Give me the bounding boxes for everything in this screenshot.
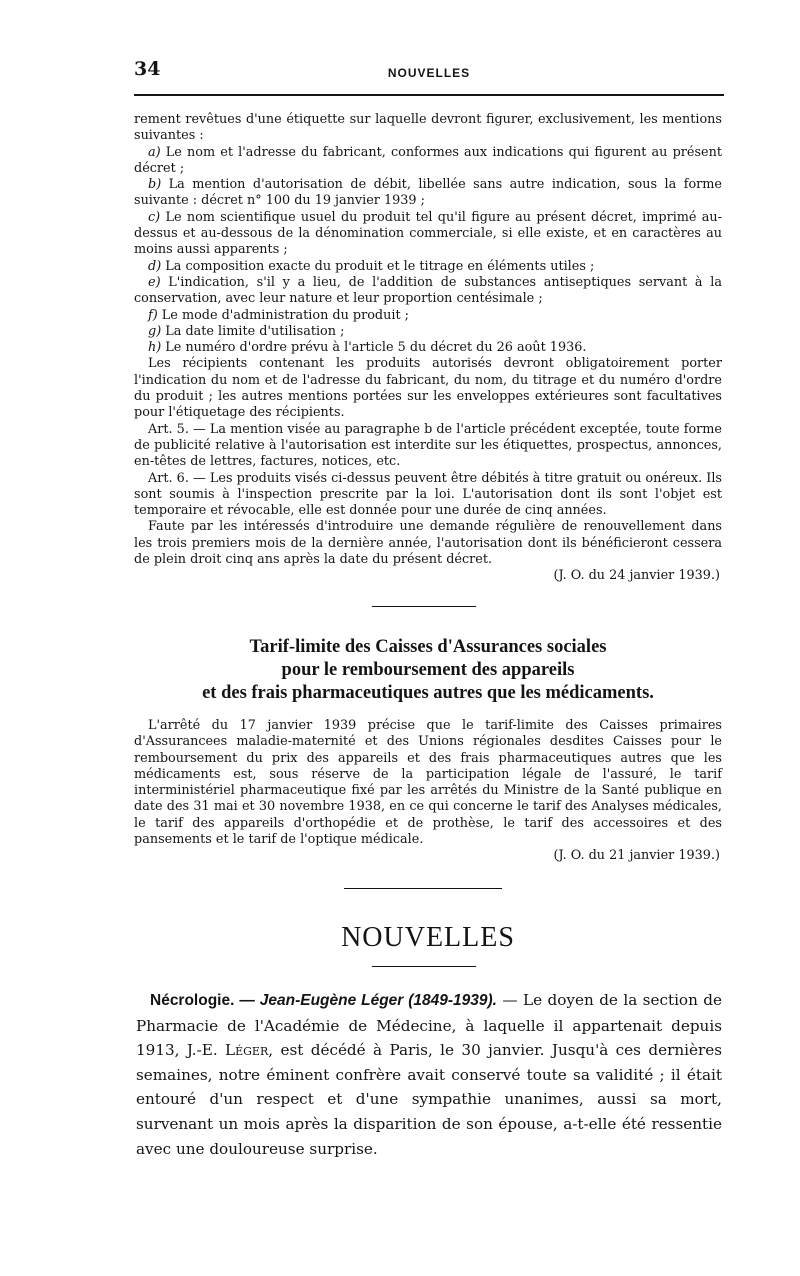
tariff-paragraph: L'arrêté du 17 janvier 1939 précise que le tarif-limite des Caisses primaires d'Assurancees maladie-maternité et des Unions régionales desdites Caisses pour le remboursement du prix des appareils et des frais pharmaceutiques autres que les médicaments est, sous réserve de la participation légale de l'assuré, le tarif interministériel pharmaceutique fixé par les arrêtés du Ministre de la Santé publique en date des 31 mai et 30 novembre 1938, en ce qui concerne le tarif des Analyses médicales, le tarif des appareils d'orthopédie et de prothèse, le tarif des accessoires et des pansements et le tarif de l'optique médicale. — [134, 718, 722, 848]
section-divider — [344, 888, 502, 889]
item-text: Le nom et l'adresse du fabricant, conformes aux indications qui figurent au présent décret ; — [134, 144, 722, 176]
title-underline — [372, 966, 476, 967]
running-title: NOUVELLES — [387, 66, 471, 80]
decree-item-f — [134, 308, 722, 324]
tariff-title-line: et des frais pharmaceutiques autres que les médicaments. — [202, 683, 654, 703]
tariff-title-line: Tarif-limite des Caisses d'Assurances sociales — [249, 637, 607, 657]
decree-item-g — [134, 324, 722, 340]
item-mark: a) — [148, 144, 161, 160]
header-rule — [134, 94, 724, 96]
obituary-paragraph — [136, 988, 722, 1161]
section-divider — [372, 606, 476, 607]
decree-item-h — [134, 340, 722, 356]
obituary-heading: Nécrologie. — — [150, 992, 260, 1009]
news-section-title: NOUVELLES — [341, 922, 515, 953]
item-text: La date limite d'utilisation ; — [161, 323, 345, 339]
item-text: Le mode d'administration du produit ; — [157, 307, 409, 323]
recipients-paragraph: Les récipients contenant les produits autorisés devront obligatoirement porter l'indication du nom et de l'adresse du fabricant, du nom, du titrage et du numéro d'ordre du produit ; les autres mentions portées sur les enveloppes extérieures sont facultatives pour l'étiquetage des récipients. — [134, 356, 722, 421]
tariff-source: (J. O. du 21 janvier 1939.) — [553, 848, 720, 864]
item-mark: d) — [148, 258, 162, 274]
decree-item-a — [134, 145, 722, 178]
decree-source: (J. O. du 24 janvier 1939.) — [553, 568, 720, 584]
item-mark: f) — [148, 307, 158, 323]
item-mark: c) — [148, 209, 161, 225]
item-text: Le nom scientifique usuel du produit tel qu'il figure au présent décret, imprimé au-dessus et au-dessous de la dénomination commerciale, si elle existe, et en caractères au moins aussi apparents ; — [134, 209, 722, 258]
item-mark: g) — [148, 323, 162, 339]
obituary-text: , est décédé à Paris, le 30 janvier. Jusqu'à ces dernières semaines, notre éminent confrère avait conservé toute sa validité ; il était entouré d'un respect et d'une sympathie unanimes, aussi sa mort, survenant un mois après la disparition de son épouse, a-t-elle été ressentie avec une douloureuse surprise. — [136, 1041, 722, 1158]
article-6: Art. 6. — Les produits visés ci-dessus peuvent être débités à titre gratuit ou onéreux. Ils sont soumis à l'inspection prescrite par la loi. L'autorisation dont ils sont l'objet est temporaire et révocable, elle est donnée pour une durée de cinq années. — [134, 470, 722, 519]
tariff-article — [134, 718, 722, 865]
renewal-paragraph: Faute par les intéressés d'introduire une demande régulière de renouvellement dans les trois premiers mois de la dernière année, l'autorisation dont ils bénéficieront cessera de plein droit cinq ans après la date du présent décret. — [134, 519, 722, 568]
decree-item-c — [134, 210, 722, 259]
decree-continuation — [134, 112, 722, 585]
obituary-text: — Le doyen de la section de Pharmacie de l'Académie de Médecine, à laquelle il appartenait depuis 1913, J.-E. — [136, 991, 722, 1060]
item-mark: e) — [148, 274, 161, 290]
page-number: 34 — [134, 58, 161, 80]
article-5: Art. 5. — La mention visée au paragraphe b de l'article précédent exceptée, toute forme de publicité relative à l'autorisation est interdite sur les étiquettes, prospectus, annonces, en-têtes de lettres, factures, notices, etc. — [134, 421, 722, 470]
decree-item-b — [134, 177, 722, 210]
item-text: Le numéro d'ordre prévu à l'article 5 du décret du 26 août 1936. — [161, 340, 587, 356]
item-mark: b) — [148, 177, 162, 193]
obituary-article — [136, 988, 722, 1161]
item-text: La mention d'autorisation de débit, libellée sans autre indication, sous la forme suivante : décret n° 100 du 19 janvier 1939 ; — [134, 177, 722, 209]
tariff-title — [134, 636, 722, 705]
decree-item-d — [134, 259, 722, 275]
decree-item-e — [134, 275, 722, 308]
item-text: La composition exacte du produit et le titrage en éléments utiles ; — [161, 258, 595, 274]
item-mark: h) — [148, 340, 162, 356]
decree-intro: rement revêtues d'une étiquette sur laquelle devront figurer, exclusivement, les mentions suivantes : — [134, 112, 722, 144]
obituary-name: Jean-Eugène Léger (1849-1939). — [259, 992, 497, 1009]
tariff-title-line: pour le remboursement des appareils — [281, 660, 575, 680]
obituary-surname: Léger — [225, 1041, 269, 1060]
running-header — [134, 58, 724, 84]
item-text: L'indication, s'il y a lieu, de l'addition de substances antiseptiques servant à la conservation, avec leur nature et leur proportion centésimale ; — [134, 274, 722, 307]
